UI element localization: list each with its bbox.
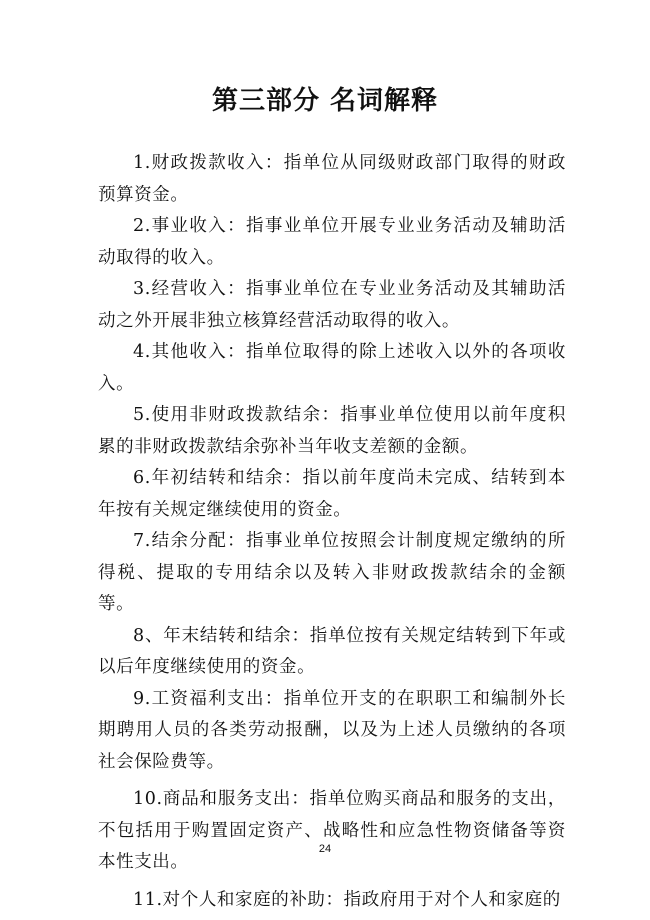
definition-item: 3.经营收入：指事业单位在专业业务活动及其辅助活动之外开展非独立核算经营活动取得的收入。 <box>98 279 566 331</box>
page-title: 第三部分 名词解释 <box>211 86 439 116</box>
definition-item: 1.财政拨款收入：指单位从同级财政部门取得的财政预算资金。 <box>98 153 566 205</box>
definition-item: 9.工资福利支出：指单位开支的在职职工和编制外长期聘用人员的各类劳动报酬，以及为上述人员缴纳的各项社会保险费等。 <box>98 688 566 772</box>
definition-item: 10.商品和服务支出：指单位购买商品和服务的支出，不包括用于购置固定资产、战略性和应急性物资储备等资本性支出。 <box>98 789 566 872</box>
definition-item: 5.使用非财政拨款结余：指事业单位使用以前年度积累的非财政拨款结余弥补当年收支差额的金额。 <box>98 405 566 457</box>
definition-item: 7.结余分配：指事业单位按照会计制度规定缴纳的所得税、提取的专用结余以及转入非财政拨款结余的金额等。 <box>98 531 566 614</box>
definition-item: 4.其他收入：指单位取得的除上述收入以外的各项收入。 <box>98 342 566 394</box>
page-number: 24 <box>318 843 332 855</box>
definitions-list <box>98 148 566 916</box>
definition-item: 6.年初结转和结余：指以前年度尚未完成、结转到本年按有关规定继续使用的资金。 <box>98 468 566 520</box>
definition-item: 2.事业收入：指事业单位开展专业业务活动及辅助活动取得的收入。 <box>98 216 566 268</box>
definition-item: 8、年末结转和结余：指单位按有关规定结转到下年或以后年度继续使用的资金。 <box>98 625 566 677</box>
definition-item: 11.对个人和家庭的补助：指政府用于对个人和家庭的 <box>133 889 561 910</box>
